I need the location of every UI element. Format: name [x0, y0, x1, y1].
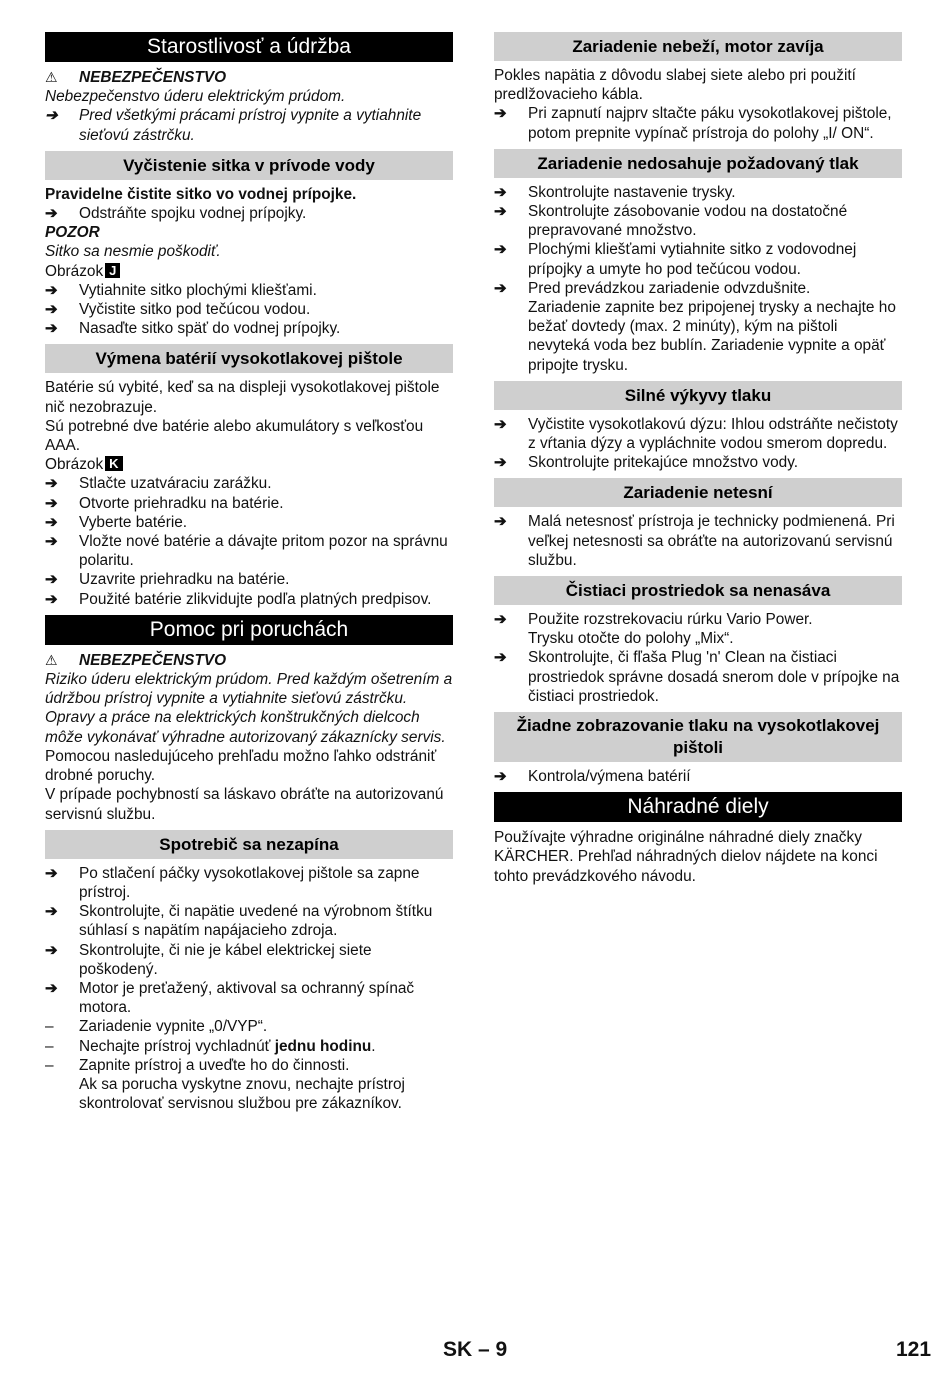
caution-title: POZOR — [45, 224, 100, 242]
arrow-icon: ➔ — [494, 649, 507, 667]
arrow-icon: ➔ — [45, 494, 58, 512]
arrow-icon: ➔ — [45, 107, 58, 125]
arrow-icon: ➔ — [45, 590, 58, 608]
list-item: ➔ Uzavrite priehradku na batérie. — [45, 571, 290, 589]
dash-icon: – — [45, 1056, 54, 1074]
arrow-icon: ➔ — [494, 513, 507, 531]
arrow-icon: ➔ — [45, 941, 58, 959]
trouble-warning-title: NEBEZPEČENSTVO — [79, 651, 227, 669]
list-item: ➔ Vložte nové batérie a dávajte pritom pozor na správnu polaritu. — [45, 533, 448, 570]
arrow-icon: ➔ — [45, 571, 58, 589]
list-item: ➔ Skontrolujte pritekajúce množstvo vody. — [494, 454, 799, 472]
list-item: ➔ Použité batérie zlikvidujte podľa platných predpisov. — [45, 590, 432, 608]
list-item: ➔ Pri zapnutí najprv sltačte páku vysokotlakovej pištole, potom prepnite vypínač prístroja do polohy „I/ ON“. — [494, 105, 892, 142]
care-warning — [45, 68, 453, 87]
trouble-heading: Pomoc pri poruchách — [45, 615, 453, 645]
figure-label: J — [105, 263, 120, 278]
dash-icon: – — [45, 1018, 54, 1036]
list-item: ➔ Pred prevádzkou zariadenie odvzdušnite. Zariadenie zapnite bez pripojenej trysky a nechajte ho bežať dovtedy (max. 2 minúty), kým na pištoli nevyteká voda bez bublín. Zariadenie vypnite a opäť pripojte trysku. — [494, 279, 896, 374]
page-number: 121 — [896, 1338, 932, 1361]
list-item: ➔ Skontrolujte nastavenie trysky. — [494, 183, 736, 201]
arrow-icon: ➔ — [494, 611, 507, 629]
list-item: ➔ Skontrolujte, či nie je kábel elektrickej siete poškodený. — [45, 941, 372, 978]
trouble-warning-p1: Riziko úderu elektrickým prúdom. Pred každým ošetrením a údržbou prístroj vypnite a vytiahnite sieťovú zástrčku. — [45, 671, 453, 708]
not-running-p: Pokles napätia z dôvodu slabej siete alebo pri použití predlžovacieho kábla. — [494, 67, 856, 104]
list-item: ➔ Odstráňte spojku vodnej prípojky. — [45, 205, 307, 223]
arrow-icon: ➔ — [494, 768, 507, 786]
arrow-icon: ➔ — [45, 475, 58, 493]
arrow-icon: ➔ — [45, 281, 58, 299]
detergent-heading: Čistiaci prostriedok sa nenasáva — [494, 576, 902, 605]
arrow-icon: ➔ — [45, 205, 58, 223]
batteries-heading: Výmena batérií vysokotlakovej pištole — [45, 344, 453, 373]
figure-label: K — [105, 456, 122, 471]
list-item: ➔ Kontrola/výmena batérií — [494, 768, 691, 786]
list-item: ➔ Motor je preťažený, aktivoval sa ochranný spínač motora. — [45, 979, 415, 1017]
list-item: ➔ Skontrolujte, či napätie uvedené na výrobnom štítku súhlasí s napätím napájacieho zdroja. — [45, 903, 433, 940]
list-item: ➔ Vytiahnite sitko plochými kliešťami. — [45, 281, 317, 299]
caution-text: Sitko sa nesmie poškodiť. — [45, 243, 221, 261]
list-item: ➔ Stlačte uzatváraciu zarážku. — [45, 475, 272, 493]
no-display-heading: Žiadne zobrazovanie tlaku na vysokotlakovej pištoli — [494, 712, 902, 762]
right-column — [494, 32, 902, 886]
arrow-icon: ➔ — [494, 241, 507, 259]
warning-icon: ⚠ — [45, 69, 58, 85]
list-item: ➔ Vyčistite vysokotlakovú dýzu: Ihlou odstráňte nečistoty z vŕtania dýzy a vypláchnite vodou smerom dopredu. — [494, 415, 898, 453]
list-item: ➔ Plochými kliešťami vytiahnite sitko z vodovodnej prípojky a umyte ho pod tečúcou vodou. — [494, 241, 857, 278]
care-warning-title: NEBEZPEČENSTVO — [79, 69, 227, 86]
arrow-icon: ➔ — [45, 513, 58, 531]
arrow-icon: ➔ — [45, 533, 58, 551]
batteries-p2: Sú potrebné dve batérie alebo akumulátory s veľkosťou AAA. — [45, 417, 424, 455]
figure-ref: Obrázok K — [45, 455, 453, 474]
sieve-intro: Pravidelne čistite sitko vo vodnej prípojke. — [45, 185, 357, 203]
arrow-icon: ➔ — [45, 301, 58, 319]
arrow-icon: ➔ — [45, 320, 58, 338]
footer-code: SK – 9 — [443, 1338, 508, 1361]
list-item: ➔ Použite rozstrekovaciu rúrku Vario Power. Trysku otočte do polohy „Mix“. — [494, 611, 813, 648]
arrow-icon: ➔ — [45, 864, 58, 882]
warning-icon: ⚠ — [45, 651, 58, 668]
arrow-icon: ➔ — [494, 415, 507, 433]
no-start-heading: Spotrebič sa nezapína — [45, 830, 453, 859]
arrow-icon: ➔ — [494, 105, 507, 123]
list-item: ➔ Malá netesnosť prístroja je technicky podmienená. Pri veľkej netesnosti sa obráťte na autorizovanú servisnú službu. — [494, 513, 895, 569]
leak-heading: Zariadenie netesní — [494, 478, 902, 507]
no-pressure-heading: Zariadenie nedosahuje požadovaný tlak — [494, 149, 902, 178]
dash-item: – Zapnite prístroj a uveďte ho do činnosti. Ak sa porucha vyskytne znovu, nechajte prístroj skontrolovať servisnou službou pre zákazníkov. — [45, 1056, 405, 1113]
arrow-icon: ➔ — [494, 203, 507, 221]
list-item: ➔ Skontrolujte, či fľaša Plug 'n' Clean na čistiaci prostriedok správne dosadá snerom dole v prípojke na čistiaci prostriedok. — [494, 649, 900, 705]
list-item: ➔ Po stlačení páčky vysokotlakovej pištole sa zapne prístroj. — [45, 864, 420, 901]
list-item: ➔ Nasaďte sitko späť do vodnej prípojky. — [45, 320, 341, 338]
figure-ref: Obrázok J — [45, 262, 453, 281]
list-item: ➔ Skontrolujte zásobovanie vodou na dostatočné prepravované množstvo. — [494, 203, 848, 240]
left-column — [45, 32, 453, 1113]
trouble-warning — [45, 651, 453, 670]
spares-p: Používajte výhradne originálne náhradné diely značky KÄRCHER. Prehľad náhradných dielov nájdete na konci tohto prevádzkového návodu. — [494, 829, 878, 885]
batteries-p1: Batérie sú vybité, keď sa na displeji vysokotlakovej pištole nič nezobrazuje. — [45, 379, 440, 416]
sieve-heading: Vyčistenie sitka v prívode vody — [45, 151, 453, 180]
dash-item: – Zariadenie vypnite „0/VYP“. — [45, 1018, 268, 1036]
care-warning-text: Nebezpečenstvo úderu elektrickým prúdom. — [45, 88, 346, 106]
arrow-icon: ➔ — [45, 979, 58, 997]
dash-icon: – — [45, 1037, 54, 1055]
care-heading: Starostlivosť a údržba — [45, 32, 453, 62]
list-item: ➔ Vyčistite sitko pod tečúcou vodou. — [45, 301, 311, 319]
trouble-p1: Pomocou nasledujúceho prehľadu možno ľahko odstrániť drobné poruchy. — [45, 747, 437, 785]
arrow-icon: ➔ — [494, 454, 507, 472]
not-running-heading: Zariadenie nebeží, motor zavíja — [494, 32, 902, 61]
arrow-icon: ➔ — [45, 903, 58, 921]
spares-heading: Náhradné diely — [494, 792, 902, 822]
arrow-icon: ➔ — [494, 279, 507, 297]
fluctuation-heading: Silné výkyvy tlaku — [494, 381, 902, 410]
arrow-icon: ➔ — [494, 183, 507, 201]
trouble-warning-p2: Opravy a práce na elektrických konštrukčných dielcoch môže vykonávať výhradne autorizovaný zákaznícky servis. — [45, 709, 446, 746]
trouble-p2: V prípade pochybností sa láskavo obráťte na autorizovanú servisnú službu. — [45, 786, 444, 823]
dash-item: – Nechajte prístroj vychladnúť jednu hodinu. — [45, 1037, 376, 1055]
list-item: ➔ Vyberte batérie. — [45, 513, 188, 531]
list-item: ➔ Otvorte priehradku na batérie. — [45, 494, 284, 512]
list-item: ➔ Pred všetkými prácami prístroj vypnite a vytiahnite sieťovú zástrčku. — [45, 107, 422, 144]
